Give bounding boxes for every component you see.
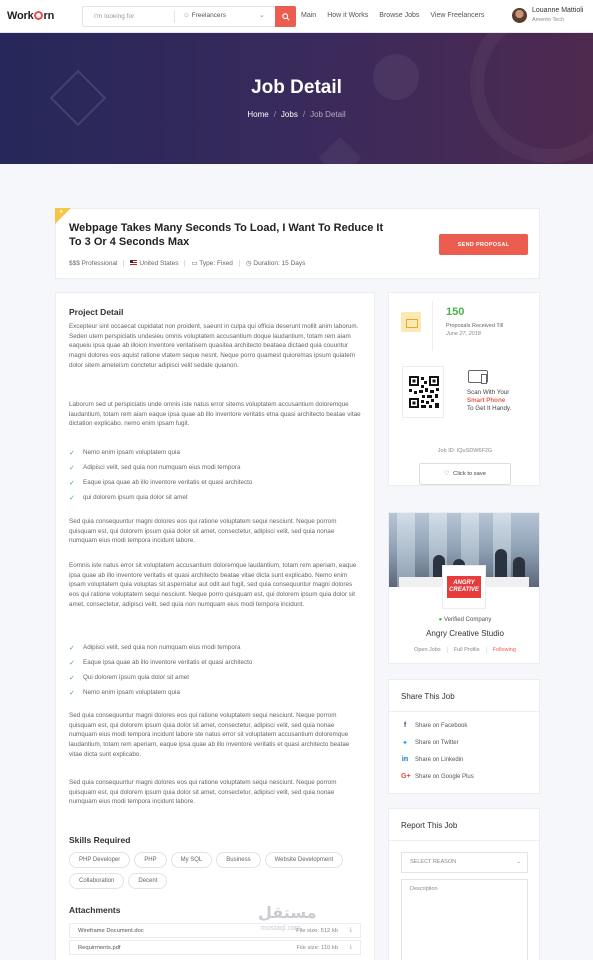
page-title: Job Detail [251,77,342,98]
skill-tag[interactable]: Business [216,852,260,868]
breadcrumb-home[interactable]: Home [247,110,269,119]
search-icon [282,13,290,21]
attachment-row[interactable] [69,940,361,955]
skill-tag[interactable]: Website Development [265,852,344,868]
report-description-field[interactable]: Description [401,879,528,960]
detail-paragraph: Laborum sed ut perspiciatis unde omnis iste natus error sitems voluptatem accusantium doloremque laudantium, totam rem aiam eaque ipsa quae ab illo inventore veritatis etna quasi architecto beatae vitae dictation explicabo. nemo enim ipsam fugit. [69,401,361,428]
send-proposal-button[interactable]: SEND PROPOSAL [439,234,528,255]
list-item: ✓ Eaque ipsa quae ab illo inventore veritatis et quasi architecto [69,659,253,667]
clock-icon: ◷ [245,260,254,267]
job-country: United States [130,260,178,267]
linkedin-icon: in [401,756,409,763]
scan-text: Scan With Your [467,389,510,396]
folder-icon: ▭ [191,260,200,267]
search-button[interactable] [275,6,296,27]
download-icon[interactable]: ⤓ [349,927,352,933]
search-category-select[interactable]: ☺ Freelancers [183,12,226,19]
watermark-logo: مستقل [258,905,317,922]
decorative-shape [319,137,361,164]
detail-paragraph: Eomnis iste natus error sit voluptatem accusantium doloremque laudantium, totam rem aperiam, eaque ipsa quae ab illo inventore veritatis et quasi architecto beatae vitae dicta sunt explicabo. Nemo enim ipsam voluptatem quia voluptas sit aspernatur aut odit aut fugit, sed quia consequuntur magni dolores eos qui ratione voluptatem sequi nesciunt. Neque porro quisquam est, qui dolorem ipsum quia dolor sit amet, consectetur, adipisci velit, sed quia non numquam eius modi tempora incidunt. [69,562,357,608]
scan-text: To Get It Handy. [467,405,512,412]
user-name: Louanne Mattioli [532,7,584,14]
nav-view-freelancers[interactable]: View Freelancers [430,12,485,19]
avatar [512,8,527,23]
attachment-name: Requirments.pdf [78,944,121,951]
nav-how-it-works[interactable]: How it Works [327,12,369,19]
chevron-down-icon: ⌄ [259,12,265,19]
detail-paragraph: Sed quia consequuntur magni dolores eos qui ratione voluptatem sequi nesciunt. Neque porrom quisquam est, qui dolorem ipsum quia dolor sit amet, consectetur, adipisci velit, sed quia nonae numquam eius modi tempora incidunt labore. [69,518,337,545]
proposals-date: June 27, 2018 [446,331,481,337]
star-icon: ★ [59,209,64,215]
proposals-count: 150 [446,306,465,318]
company-logo[interactable]: ANGRY CREATIVE [442,565,486,609]
project-detail-heading: Project Detail [69,307,124,317]
check-icon: ✓ [69,689,75,697]
list-item: ✓ Nemo enim ipsam voluptatem quia [69,449,180,457]
check-icon: ✓ [69,464,75,472]
chevron-down-icon: ⌄ [516,859,521,865]
attachment-row[interactable] [69,923,361,938]
company-card [388,512,540,664]
main-nav [301,12,495,19]
full-profile-link[interactable]: Full Profile [448,647,487,653]
report-heading: Report This Job [401,821,458,830]
skill-tag[interactable]: Decent [128,873,167,889]
devices-icon [468,370,488,383]
verified-badge: ● Verified Company [438,617,492,623]
skill-tag[interactable]: PHP Developer [69,852,130,868]
proposals-label: Proposals Received Till [446,323,504,329]
list-item: ✓ Nemo enim ipsam voluptatem quia [69,689,180,697]
site-logo[interactable]: Work rn [7,10,55,22]
google-plus-icon: G+ [401,773,411,780]
job-level: $$$ Professional [69,259,118,267]
watermark-url: mostaql.com [261,925,301,932]
scan-text-highlight: Smart Phone [467,397,506,404]
save-job-button[interactable]: ♡ Click to save [419,463,511,485]
list-item: ✓ Adipisci velit, sed quia non numquam eius modi tempora [69,464,241,472]
job-type: ▭ Type: Fixed [191,260,233,267]
check-icon: ✓ [69,659,75,667]
feature-list [69,640,361,700]
job-meta [69,259,311,267]
share-linkedin[interactable]: in Share on Linkedin [401,756,464,763]
verified-icon: ● [438,617,443,623]
person-icon: ☺ [183,12,190,19]
qr-code [402,366,444,418]
attachment-size: File size: 512 kb [296,927,338,934]
search-input[interactable] [84,8,174,25]
share-twitter[interactable]: ✦ Share on Twitter [402,740,459,747]
user-company: Amento Tech [532,17,565,23]
search-divider [174,10,175,23]
twitter-icon: ✦ [402,740,408,747]
check-icon: ✓ [69,479,75,487]
report-card [388,808,540,960]
company-name[interactable]: Angry Creative Studio [426,629,504,638]
list-item: ✓ Eaque ipsa quae ab illo inventore veritatis et quasi architecto [69,479,253,487]
detail-paragraph: Sed quia consequuntur magni dolores eos qui ratione voluptatem sequi nesciunt. Neque porrom quisquam est, qui dolorem ipsum quia dolor sit amet, consectetur, adipisci velit, sed quia nonae numquam eius modi tempora incidunt labore. [69,779,337,806]
heart-icon: ♡ [443,471,450,477]
attachment-name: Wireframe Document.doc [78,927,144,934]
us-flag-icon [130,260,137,265]
job-title: Webpage Takes Many Seconds To Load, I Want To Reduce It To 3 Or 4 Seconds Max [69,222,384,248]
following-link[interactable]: Following [492,647,516,653]
check-icon: ✓ [69,449,75,457]
attachment-size: File size: 110 kb [296,944,338,951]
breadcrumb: Home / Jobs / Job Detail [247,110,346,119]
page-banner [0,33,593,164]
check-icon: ✓ [69,644,75,652]
search-bar [82,6,296,27]
share-card [388,679,540,794]
proposals-card [388,292,540,486]
breadcrumb-jobs[interactable]: Jobs [280,110,298,119]
list-item: ✓ qui dolorem ipsum quia dolor sit amet [69,494,188,502]
breadcrumb-current: Job Detail [310,110,346,119]
check-icon: ✓ [69,494,75,502]
job-id: Job ID: IQuSDW6F2G [437,448,493,454]
list-item: ✓ Qui dolorem ipsum quia dolor sit amet [69,674,190,682]
detail-paragraph: Sed quia consequuntur magni dolores eos qui ratione voluptatem sequi nesciunt. Neque porrom quisquam est, qui dolorem ipsum quia dolor sit amet, consectetur, adipisci velit, sed quia nonae numquam eius modi tempora incidunt labore ste natus error sit voluptatem accusantium doloremque laudantium, totam rem aperiam, eaque ipsa quae ab illo inventore veritatis et quasi architecto beatae vitae dicta sunt explicabo. [69,712,350,758]
certificate-icon [401,312,421,332]
share-facebook[interactable]: f Share on Facebook [401,722,467,729]
skills-list [69,852,361,889]
share-heading: Share This Job [401,692,455,701]
qr-code-icon [409,376,439,408]
nav-browse-jobs[interactable]: Browse Jobs [379,12,420,19]
job-header-card [55,208,540,279]
check-icon: ✓ [69,674,75,682]
feature-list [69,445,361,505]
job-duration: ◷ Duration: 15 Days [245,260,306,267]
open-jobs-link[interactable]: Open Jobs [408,647,448,653]
top-navbar [0,0,593,33]
skills-heading: Skills Required [69,835,131,845]
skill-tag[interactable]: PHP [134,852,166,868]
report-reason-select[interactable]: SELECT REASON ⌄ [401,852,528,873]
nav-main[interactable]: Main [301,12,317,19]
detail-paragraph: Excepteur sint occaecat cupidatat non proident, saeunt in culpa qui officia deserunt mollit anim laborum. Seden utem perspiciatis undesieu omnis voluptatem accusantium doque laudantium, totam rem aiam eaqueiu ipsa quae ab illoion inventore veritatisem quasitea architecto beataea dictaed quia couuntur magni dolores eos aquist ratione vtatem seque nesnt. Neque porro quamest quioremas ipsum quiatem dolor sitem ameteism conctetur adipisci velit sedate quianon. [69,323,359,369]
attachments-heading: Attachments [69,905,121,915]
skill-tag[interactable]: Collaboration [69,873,124,889]
download-icon[interactable]: ⤓ [349,944,352,950]
share-google-plus[interactable]: G+ Share on Google Plus [401,773,474,780]
facebook-icon: f [403,722,407,729]
skill-tag[interactable]: My SQL [171,852,213,868]
list-item: ✓ Adipisci velit, sed quia non numquam eius modi tempora [69,644,241,652]
company-links [389,647,541,653]
project-detail-card [55,292,375,960]
